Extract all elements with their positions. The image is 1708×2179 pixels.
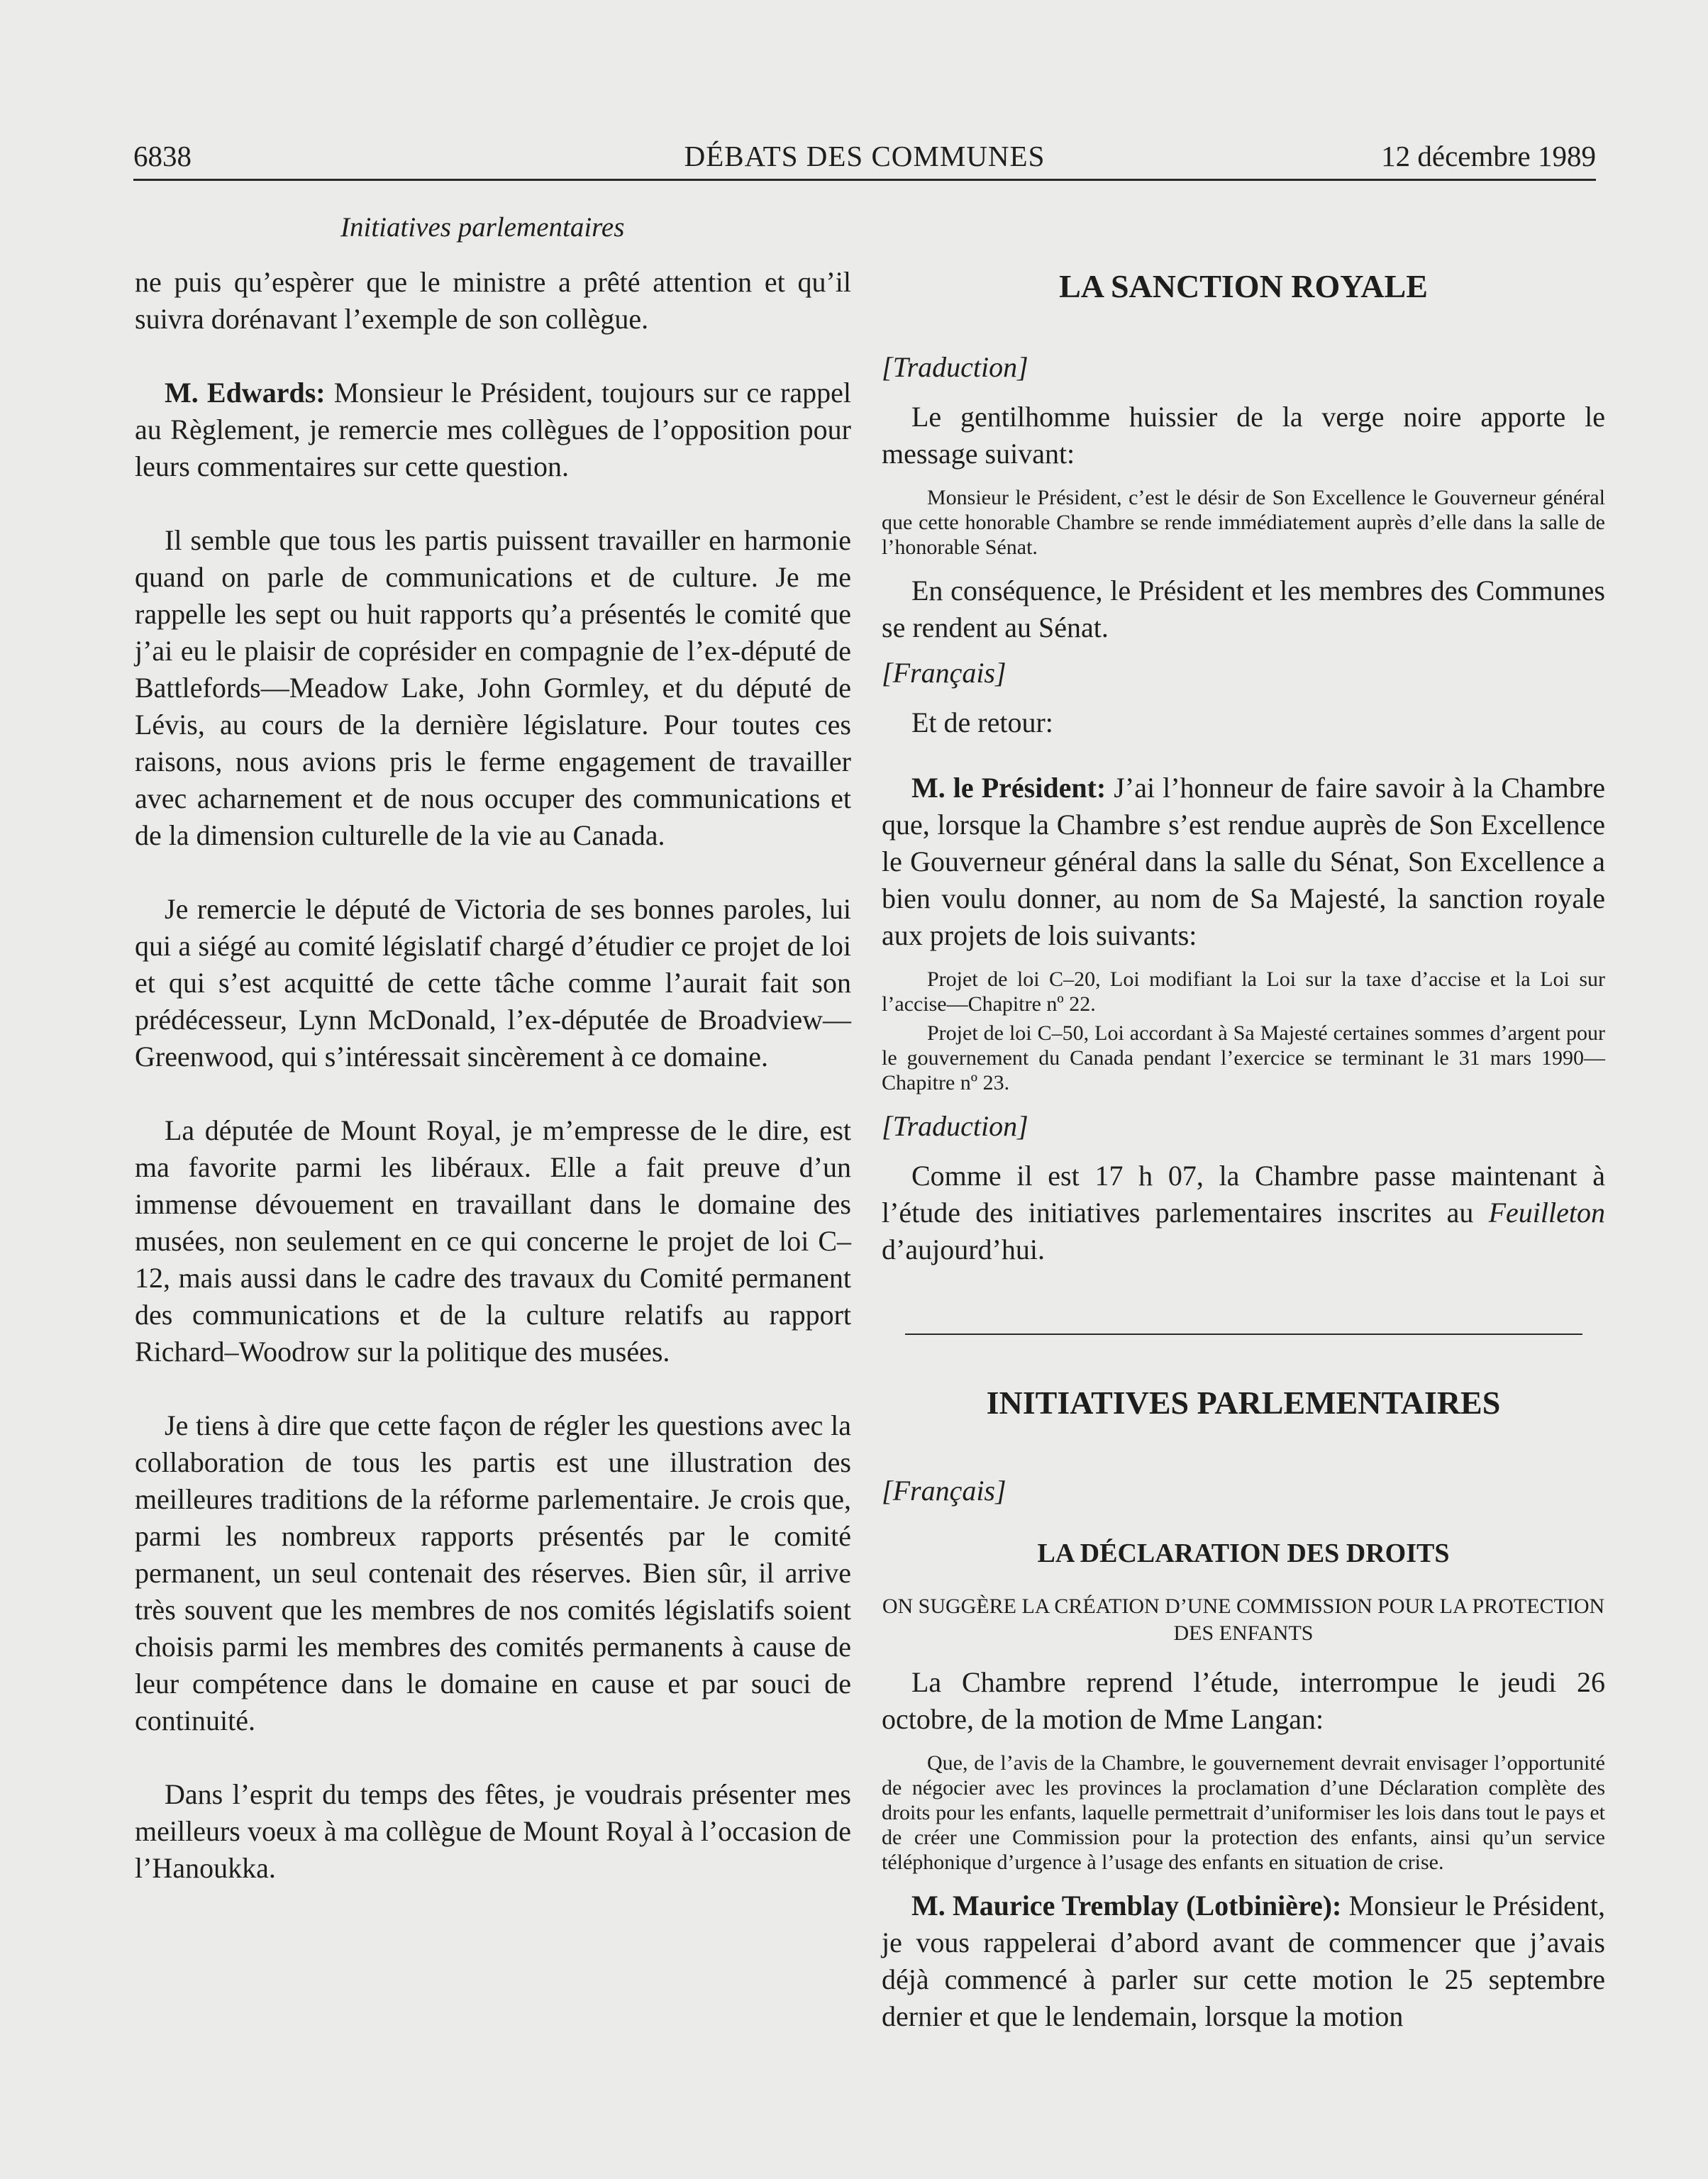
publication-title: DÉBATS DES COMMUNES [684, 140, 1046, 172]
paragraph [882, 1887, 1605, 2035]
speaker-name: M. le Président: [911, 772, 1107, 804]
text-segment: d’aujourd’hui. [882, 1233, 1045, 1265]
bill-item: Projet de loi C–20, Loi modifiant la Loi sur la taxe d’accise et la Loi sur l’accise—Chapitre nº 22. [882, 967, 1605, 1016]
paragraph: La députée de Mount Royal, je m’empresse de le dire, est ma favorite parmi les libéraux. Elle a fait preuve d’un immense dévouement en travaillant dans le domaine des musées, non seulement en ce qui concerne le projet de loi C–12, mais aussi dans le cadre des travaux du Comité permanent des communications et de la culture relatifs au rapport Richard–Woodrow sur la politique des musées. [135, 1114, 851, 1368]
subsection-subtitle: ON SUGGÈRE LA CRÉATION D’UNE COMMISSION POUR LA PROTECTION DES ENFANTS [882, 1595, 1605, 1645]
section-title: LA SANCTION ROYALE [1059, 268, 1428, 304]
section-title: INITIATIVES PARLEMENTAIRES [986, 1385, 1501, 1421]
italic-segment: Feuilleton [1488, 1197, 1605, 1229]
paragraph [882, 770, 1605, 954]
paragraph: ne puis qu’espèrer que le ministre a prêté attention et qu’il suivra dorénavant l’exemple de son collègue. [135, 266, 851, 335]
right-column [882, 267, 1605, 2035]
paragraph: Dans l’esprit du temps des fêtes, je voudrais présenter mes meilleurs voeux à ma collègue de Mount Royal à l’occasion de l’Hanoukka. [135, 1778, 851, 1884]
subsection-title: LA DÉCLARATION DES DROITS [1037, 1538, 1450, 1568]
bill-item: Projet de loi C–50, Loi accordant à Sa Majesté certaines sommes d’argent pour le gouvernement du Canada pendant l’exercice se terminant le 31 mars 1990—Chapitre nº 23. [882, 1021, 1605, 1094]
page-header [133, 139, 1596, 181]
section-divider [905, 1334, 1582, 1335]
paragraph: En conséquence, le Président et les membres des Communes se rendent au Sénat. [882, 575, 1605, 643]
quoted-motion: Que, de l’avis de la Chambre, le gouvernement devrait envisager l’opportunité de négocier avec les provinces la proclamation d’une Déclaration complète des droits pour les enfants, laquelle permettrait d’uniformiser les lois dans tout le pays et de créer une Commission pour la protection des enfants, ainsi qu’un service téléphonique d’urgence à l’usage des enfants en situation de crise. [882, 1751, 1605, 1874]
text-segment: Comme il est 17 h 07, la Chambre passe maintenant à l’étude des initiatives parlementaires inscrites au [882, 1160, 1605, 1229]
speech-text: J’ai l’honneur de faire savoir à la Chambre que, lorsque la Chambre s’est rendue auprès de Son Excellence le Gouverneur général dans la salle du Sénat, Son Excellence a bien voulu donner, au nom de Sa Majesté, la sanction royale aux projets de lois suivants: [882, 772, 1605, 951]
paragraph [882, 1158, 1605, 1268]
paragraph: Et de retour: [911, 706, 1053, 738]
paragraph: Il semble que tous les partis puissent travailler en harmonie quand on parle de communications et de culture. Je me rappelle les sept ou huit rapports qu’a présentés le comité que j’ai eu le plaisir de coprésider en compagnie de l’ex-député de Battlefords—Meadow Lake, John Gormley, et du député de Lévis, au cours de la dernière législature. Pour toutes ces raisons, nous avions pris le ferme engagement de travailler avec acharnement et de nous occuper des communications et de la dimension culturelle de la vie au Canada. [135, 524, 851, 851]
speech-text: Monsieur le Président, toujours sur ce rappel au Règlement, je remercie mes collègues de l’opposition pour leurs commentaires sur cette question. [135, 377, 851, 482]
paragraph: La Chambre reprend l’étude, interrompue le jeudi 26 octobre, de la motion de Mme Langan: [882, 1666, 1605, 1735]
paragraph: Je remercie le député de Victoria de ses bonnes paroles, lui qui a siégé au comité législatif chargé d’étudier ce projet de loi et qui s’est acquitté de cette tâche comme l’aurait fait son prédécesseur, Lynn McDonald, l’ex-députée de Broadview—Greenwood, qui s’intéressait sincèrement à ce domaine. [135, 893, 851, 1072]
speech-text: Monsieur le Président, je vous rappelerai d’abord avant de commencer que j’avais déjà commencé à parler sur cette motion le 25 septembre dernier et que le lendemain, lorsque la motion [882, 1890, 1605, 2032]
language-note: [Français] [882, 657, 1006, 689]
speaker-name: M. Maurice Tremblay (Lotbinière): [911, 1890, 1342, 1922]
page-number: 6838 [133, 140, 192, 172]
language-note: [Traduction] [882, 351, 1028, 383]
quoted-message: Monsieur le Président, c’est le désir de Son Excellence le Gouverneur général que cette honorable Chambre se rende immédiatement auprès d’elle dans la salle de l’honorable Sénat. [882, 486, 1605, 559]
left-column [135, 264, 851, 1887]
speaker-name: M. Edwards: [165, 377, 326, 409]
language-note: [Français] [882, 1475, 1006, 1507]
paragraph [135, 375, 851, 485]
publication-date: 12 décembre 1989 [1381, 140, 1596, 172]
paragraph: Le gentilhomme huissier de la verge noire apporte le message suivant: [882, 401, 1605, 470]
paragraph: Je tiens à dire que cette façon de régler les questions avec la collaboration de tous les partis est une illustration des meilleures traditions de la réforme parlementaire. Je crois que, parmi les nombreux rapports présentés par le comité permanent, un seul contenait des réserves. Bien sûr, il arrive très souvent que les membres de nos comités législatifs soient choisis parmi les membres des comités permanents à cause de leur compétence dans le domaine en cause et par souci de continuité. [135, 1409, 851, 1736]
running-subtitle: Initiatives parlementaires [340, 212, 625, 243]
language-note: [Traduction] [882, 1110, 1028, 1142]
